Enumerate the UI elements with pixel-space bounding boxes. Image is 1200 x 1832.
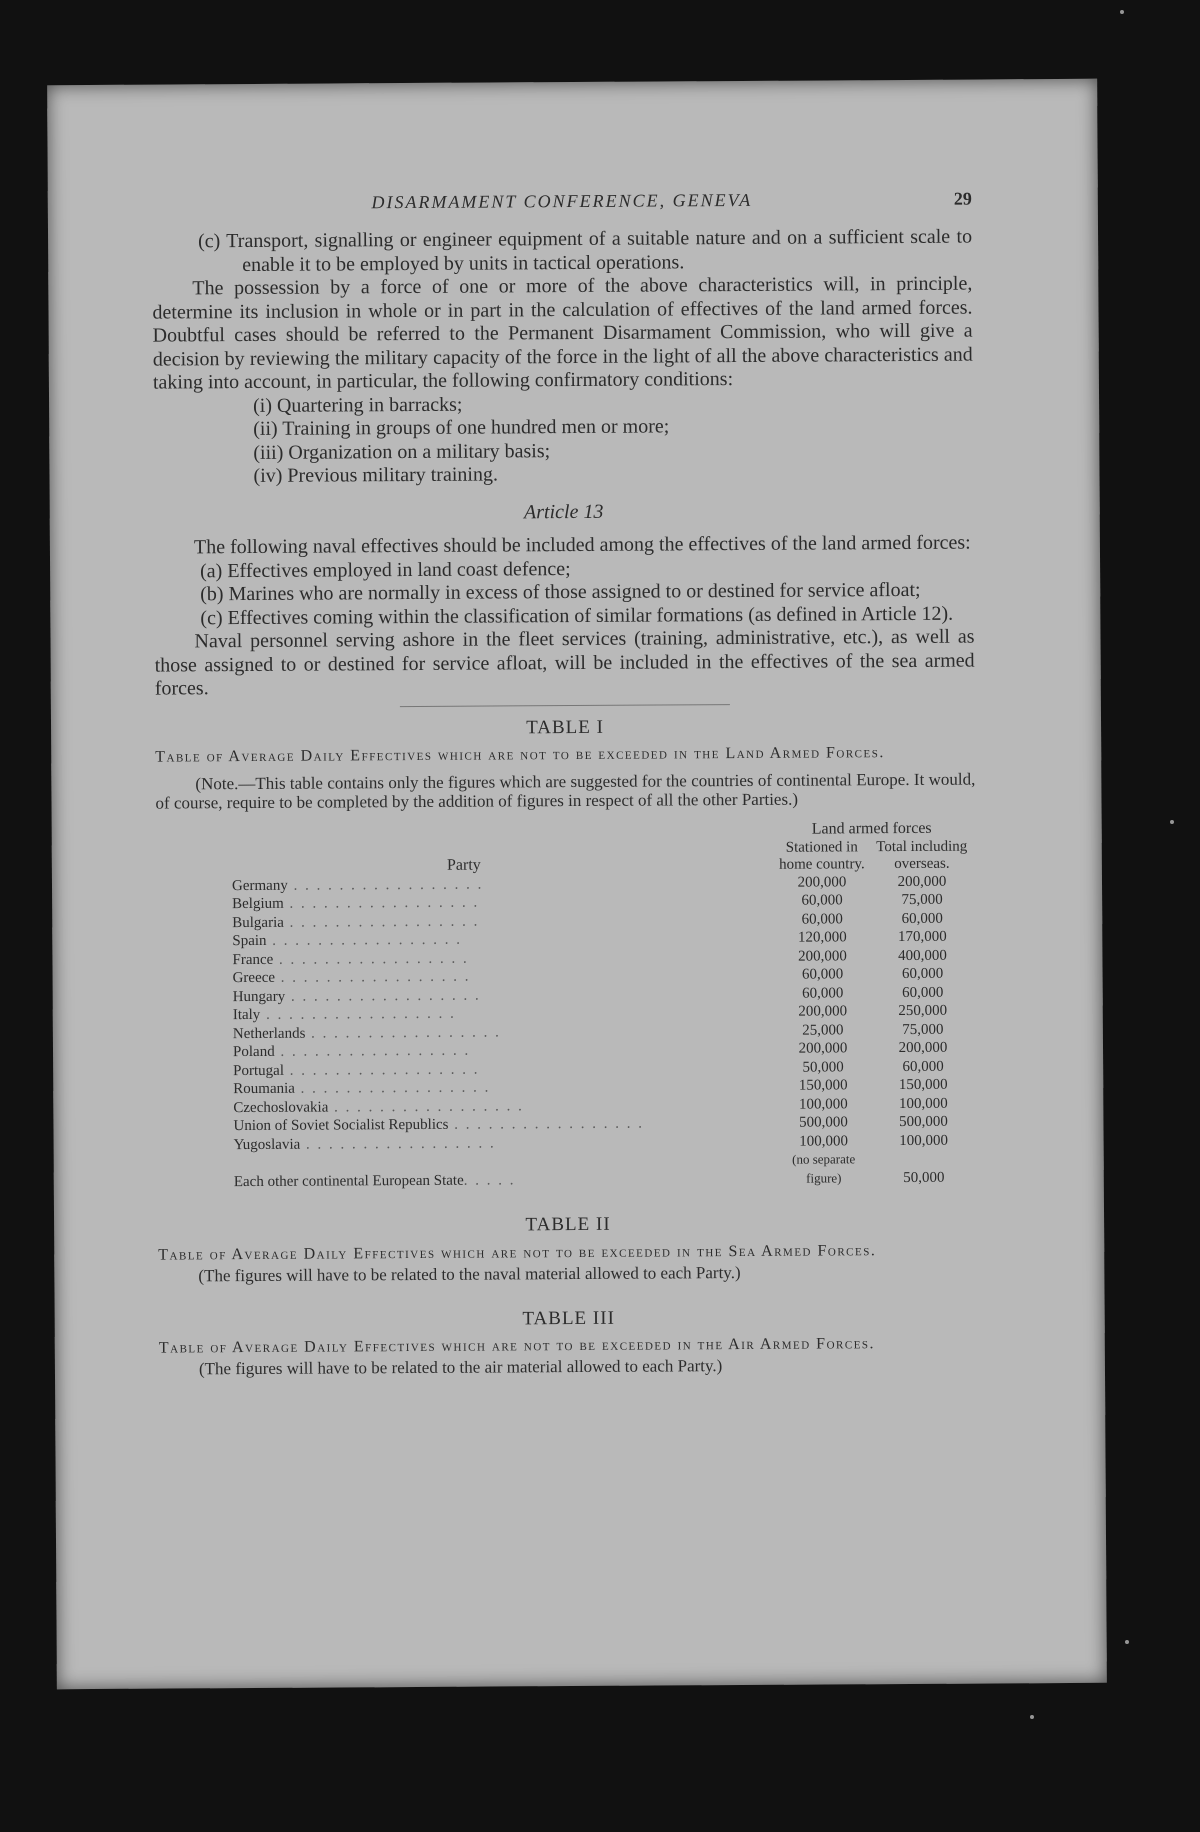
row-party: Germany <box>231 877 288 894</box>
film-speck <box>1170 820 1174 824</box>
row-party: Czechoslovakia <box>233 1099 329 1116</box>
row-home: 60,000 <box>801 892 843 909</box>
leader-dots: . . . . . . . . . . . . . . . . . <box>260 1005 456 1023</box>
leader-dots: . . . . . . . . . . . . . . . . . <box>283 1061 480 1079</box>
row-party: Netherlands <box>232 1025 306 1042</box>
row-party: Hungary <box>232 988 286 1005</box>
row-party: Poland <box>232 1043 275 1061</box>
table-1-note: (Note.—This table contains only the figures which are suggested for the countries of continental Europe. It would, of course, require to be completed by the addition of figures in respect of all the other Parties.) <box>155 769 976 813</box>
table-2-caption: Table of Average Daily Effectives which are not to be exceeded in the Sea Armed Forces. <box>158 1241 877 1264</box>
article-item: (a) Effectives employed in land coast defence; <box>200 557 571 582</box>
row-total: 100,000 <box>899 1132 948 1149</box>
running-head-title: DISARMAMENT CONFERENCE, GENEVA <box>371 189 753 213</box>
table-2 <box>158 1211 978 1286</box>
row-total: 150,000 <box>898 1076 948 1094</box>
row-party: Yugoslavia <box>233 1136 301 1153</box>
row-total: 50,000 <box>903 1169 945 1186</box>
condition-item: (iv) Previous military training. <box>253 463 498 487</box>
row-total: 75,000 <box>901 891 943 909</box>
row-home: 60,000 <box>801 966 844 983</box>
row-total: 170,000 <box>897 928 947 946</box>
table-1-title: TABLE I <box>526 716 604 738</box>
table-3-caption: Table of Average Daily Effectives which are not to be exceeded in the Air Armed Forces. <box>158 1335 876 1357</box>
document-page <box>47 79 1107 1689</box>
para-possession: The possession by a force of one or more of the above characteristics will, in principle, determine its inclusion in whole or in part in the calculation of effectives of the land armed forces. Doubtful cases should be referred to the Permanent Disarmament Commission, who will give a decision by reviewing the military capacity of the force in the light of all the above characteristics and taking into account, in particular, the following confirmatory conditions: <box>152 272 973 394</box>
row-total: 250,000 <box>898 1002 948 1020</box>
section-divider <box>400 704 730 707</box>
row-party: Union of Soviet Socialist Republics <box>233 1116 449 1135</box>
row-total: 100,000 <box>898 1095 948 1112</box>
table-2-note: (The figures will have to be related to the naval material allowed to each Party.) <box>198 1262 741 1285</box>
table-row-other-states: Each other continental European State. . . . . (no separate figure) 50,000 <box>158 1150 974 1192</box>
row-home: 120,000 <box>797 929 847 946</box>
table-2-title: TABLE II <box>525 1213 611 1236</box>
page-number: 29 <box>953 188 972 209</box>
row-party: Spain <box>232 932 267 950</box>
leader-dots: . . . . . . . . . . . . . . . . . <box>274 1042 471 1060</box>
leader-dots: . . . . . . . . . . . . . . . . . <box>283 913 480 931</box>
row-home: 60,000 <box>801 984 844 1002</box>
group-header: Land armed forces <box>811 819 932 838</box>
row-total: 500,000 <box>899 1113 948 1131</box>
leader-dots: . . . . . . . . . . . . . . . . . <box>305 1023 501 1042</box>
row-total: 400,000 <box>898 947 947 964</box>
row-home: 100,000 <box>798 1095 848 1113</box>
leader-dots: . . . . . . . . . . . . . . . . . <box>287 876 484 894</box>
condition-item: (i) Quartering in barracks; <box>253 393 463 417</box>
row-total: 60,000 <box>901 984 944 1001</box>
table-3 <box>159 1304 979 1379</box>
column-header-home: Stationed in home country. <box>778 838 865 873</box>
row-party: Greece <box>232 969 276 987</box>
condition-item: (ii) Training in groups of one hundred men or more; <box>253 415 670 440</box>
row-home: 200,000 <box>798 947 847 965</box>
conditions-list <box>153 390 974 489</box>
condition-item: (iii) Organization on a military basis; <box>253 439 551 464</box>
row-total: 60,000 <box>902 1058 944 1075</box>
article-heading: Article 13 <box>523 500 604 523</box>
row-home: 25,000 <box>802 1021 844 1039</box>
row-home: 150,000 <box>798 1077 848 1094</box>
running-head <box>152 188 972 219</box>
row-home: 200,000 <box>797 873 847 891</box>
row-total: 200,000 <box>897 873 947 890</box>
row-home: 60,000 <box>801 910 843 928</box>
row-party: Belgium <box>232 895 284 913</box>
leader-dots: . . . . . . . . . . . . . . . . . <box>448 1115 645 1133</box>
row-home: 200,000 <box>798 1003 848 1020</box>
row-home-note: (no separate figure) <box>792 1151 856 1186</box>
row-total: 60,000 <box>901 910 943 927</box>
leader-dots: . . . . . . . . . . . . . . . . . <box>285 987 481 1005</box>
table-3-note: (The figures will have to be related to the air material allowed to each Party.) <box>198 1356 723 1379</box>
row-total: 200,000 <box>898 1039 948 1057</box>
para-c-transport: (c) Transport, signalling or engineer equipment of a suitable nature and on a sufficient scale to enable it to be employed by units in tactical operations. <box>197 225 973 276</box>
row-home: 200,000 <box>798 1040 848 1057</box>
leader-dots: . . . . . . . . . . . . . . . . . <box>266 931 463 949</box>
table-1 <box>155 713 978 1192</box>
row-total: 60,000 <box>901 965 944 983</box>
row-party: Roumania <box>233 1080 295 1098</box>
table-3-title: TABLE III <box>522 1307 615 1329</box>
column-header-party: Party <box>446 856 481 874</box>
row-party: Bulgaria <box>232 914 284 931</box>
table-body <box>156 872 974 1154</box>
row-party: Each other continental European State <box>233 1172 464 1190</box>
leader-dots: . . . . . . . . . . . . . . . . . <box>283 894 480 912</box>
article-item: (b) Marines who are normally in excess of those assigned to or destined for service afloat; <box>200 578 921 606</box>
article-intro: The following naval effectives should be included among the effectives of the land armed forces: <box>193 531 971 559</box>
leader-dots: . . . . . . . . . . . . . . . . . <box>273 950 469 968</box>
page-content <box>152 188 979 1379</box>
row-home: 100,000 <box>799 1132 848 1150</box>
column-header-total: Total including overseas. <box>876 838 968 872</box>
row-party: France <box>232 951 274 968</box>
row-total: 75,000 <box>902 1021 944 1038</box>
row-party: Italy <box>232 1006 261 1024</box>
film-speck <box>1030 1715 1034 1719</box>
leader-dots: . . . . . . . . . . . . . . . . . <box>328 1097 524 1116</box>
film-speck <box>1120 10 1124 14</box>
effectives-table <box>156 820 974 1192</box>
row-home: 500,000 <box>799 1114 848 1131</box>
article-item: (c) Effectives coming within the classification of similar formations (as defined in Article 12). <box>200 602 954 629</box>
article-closing: Naval personnel serving ashore in the fleet services (training, administrative, etc.), as well as those assigned to or destined for service afloat, will be included in the effectives of the sea armed forces. <box>154 625 975 700</box>
leader-dots: . . . . . . . . . . . . . . . . . <box>300 1135 496 1153</box>
row-home: 50,000 <box>802 1058 844 1076</box>
table-1-caption: Table of Average Daily Effectives which are not to be exceeded in the Land Armed Forces. <box>155 744 885 766</box>
row-party: Portugal <box>233 1062 285 1079</box>
leader-dots: . . . . . . . . . . . . . . . . . <box>294 1079 491 1097</box>
leader-dots: . . . . . . . . . . . . . . . . . <box>274 968 471 986</box>
film-speck <box>1125 1640 1129 1644</box>
